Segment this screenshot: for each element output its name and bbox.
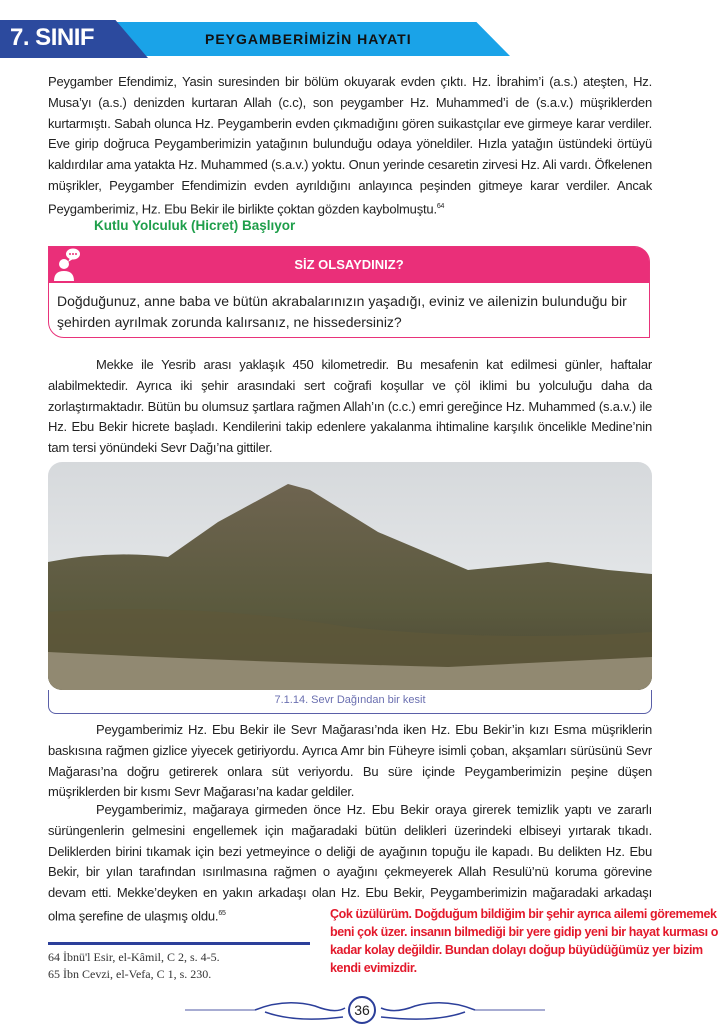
question-box-title: SİZ OLSAYDINIZ? xyxy=(294,257,404,272)
question-box-header xyxy=(49,247,649,283)
footnote-ref: 64 xyxy=(436,202,445,210)
grade-label: 7. SINIF xyxy=(10,24,95,51)
footnote-64: 64 İbnü'l Esir, el-Kâmil, C 2, s. 4-5. xyxy=(48,950,220,964)
footnote-65: 65 İbn Cevzi, el-Vefa, C 1, s. 230. xyxy=(48,967,212,981)
figure-caption: 7.1.14. Sevr Dağından bir kesit xyxy=(274,694,426,706)
paragraph-3: Peygamberimiz Hz. Ebu Bekir ile Sevr Mağarası’nda iken Hz. Ebu Bekir’in kızı Esma müşriklerin baskısına rağmen gizlice yiyecek getiriyordu. Ayrıca Amr bin Füheyre isimli çoban, akşamları sürüsünü Sevr Mağarası’na doğru getirerek onlara süt veriyordu. Bu süre içinde Peygamberimizin peşine düşen müşriklerden bir kısmı Sevr Mağarası’na kadar geldiler. xyxy=(48,722,652,800)
footnote-ref: 65 xyxy=(218,909,226,917)
chapter-title: PEYGAMBERİMİZİN HAYATI xyxy=(205,31,412,47)
footnote-divider xyxy=(48,942,310,945)
handwritten-answer: Çok üzülürüm. Doğduğum bildiğim bir şehir ayrıca ailemi görememek beni çok üzer. insanın bilmediği bir yere gidip yeni bir hayat kurması o kadar kolay değildir. Bundan dolayı doğup büyüdüğümüz yer bizim kendi evimizdir. xyxy=(330,907,718,975)
paragraph-1: Peygamber Efendimiz, Yasin suresinden bir bölüm okuyarak evden çıktı. Hz. İbrahim’i (a.s.) ateşten, Hz. Musa’yı (a.s.) denizden kurtaran Allah (c.c), son peygamber Hz. Muhammed’i de (s.a.v.) müşriklerden kurtarmıştı. Sabah olunca Hz. Peygamberin evden çıkmadığını gören suikastçılar eve girmeye karar verdiler. Eve girip doğruca Peygamberimizin yatağının bulunduğu odaya yöneldiler. Hızla yatağın üstündeki örtüyü kaldırdılar ama yatakta Hz. Muhammed (s.a.v.) yoktu. Onun yerinde cesaretin zirvesi Hz. Ali vardı. Öfkelenen müşrikler, Peygamber Efendimizin evden ayrıldığını anlayınca peşinden gitmeye karar verdiler. Ancak Peygamberimiz, Hz. Ebu Bekir ile birlikte çoktan gözden kaybolmuştu.$^{64}$ xyxy=(48,74,652,217)
question-box xyxy=(48,246,650,338)
page-ornament xyxy=(185,996,545,1024)
paragraph-4: Peygamberimiz, mağaraya girmeden önce Hz. Ebu Bekir oraya girerek temizlik yaptı ve zararlı sürüngenlerin gelmesini engellemek için mağaradaki bütün delikleri üzerindeki elbiseyi yırtarak tıkadı. Deliklerden birini tıkamak için bezi yetmeyince o deliği de ayağının topuğu ile kapadı. Bu delikten Hz. Ebu Bekir, bir yılan tarafından ısırılmasına rağmen o ayağını çekmeyerek Allah Resulü’nü koruma görevine devam etti. Mekke’deyken en yakın arkadaşı olan Hz. Ebu Bekir, Peygamberimizin mağaradaki arkadaşı olma şerefine de ulaşmış oldu.$^{65}$ xyxy=(48,802,652,924)
paragraph-2: Mekke ile Yesrib arası yaklaşık 450 kilometredir. Bu mesafenin kat edilmesi günler, haftalar alabilmektedir. Ayrıca iki şehir arasındaki sert coğrafi koşullar ve çöl iklimi bu yolculuğu daha da zorlaştırmaktadır. Bütün bu olumsuz şartlara rağmen Allah’ın (c.c.) emri gereğince Hz. Muhammed (s.a.v.) ile Hz. Ebu Bekir hicrete başladı. Kendilerini takip edenlere yakalanma ihtimaline karşılık öncelikle Medine’nin tam tersi yönündeki Sevr Dağı’na gittiler. xyxy=(48,357,652,456)
question-text: Doğduğunuz, anne baba ve bütün akrabalarınızın yaşadığı, eviniz ve ailenizin bulunduğu bir şehirden ayrılmak zorunda kalırsanız, ne hissedersiniz? xyxy=(57,293,627,330)
page-number: 36 xyxy=(348,996,376,1024)
sevr-mountain-photo xyxy=(48,462,652,690)
section-heading: Kutlu Yolculuk (Hicret) Başlıyor xyxy=(94,218,296,233)
person-speech-icon xyxy=(52,247,82,281)
figure-caption-frame xyxy=(48,690,652,714)
